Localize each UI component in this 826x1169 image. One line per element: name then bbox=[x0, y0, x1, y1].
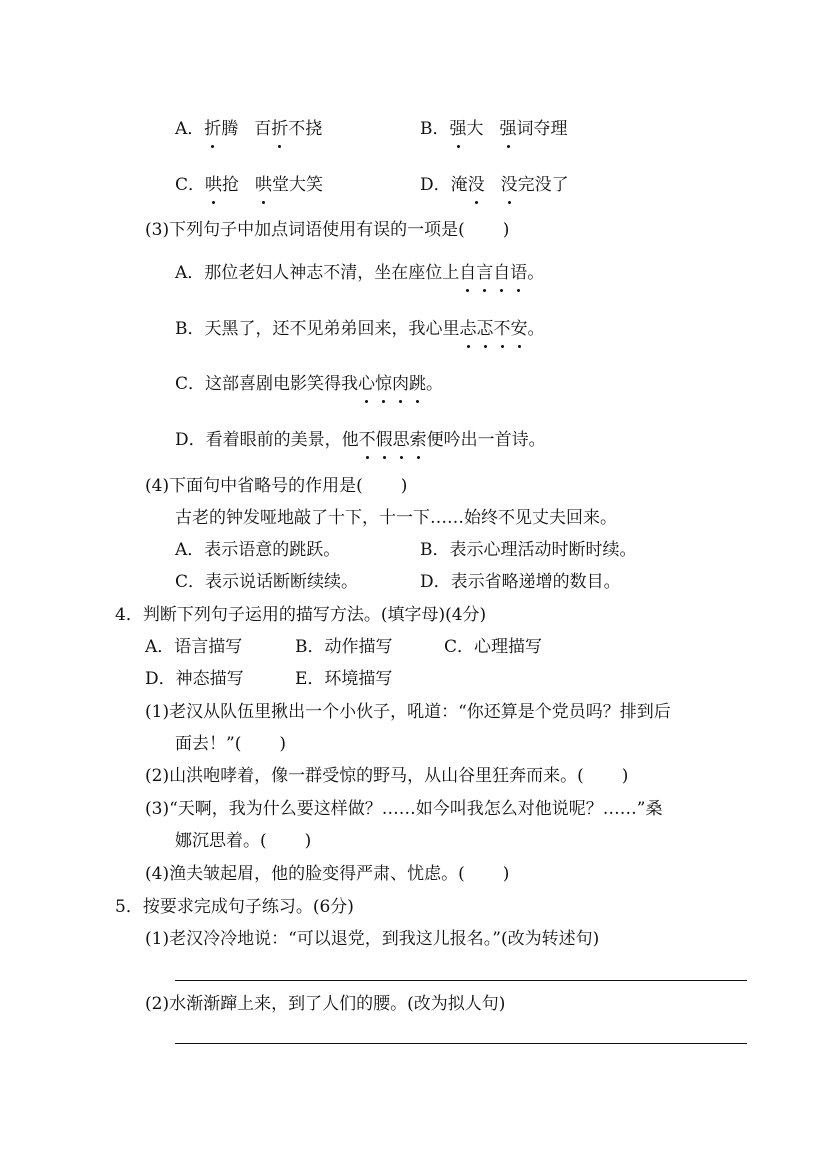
emphasis-dot-char: 索 bbox=[409, 430, 427, 450]
q4-sentence-2: (2)山洪咆哮着，像一群受惊的野马，从山谷里狂奔而来。( ) bbox=[145, 766, 629, 786]
emphasis-dot-char: 假 bbox=[375, 430, 393, 450]
answer-line-1[interactable] bbox=[175, 980, 747, 981]
q2-option-a: A．折腾 百折不挠 bbox=[175, 119, 323, 139]
q4sub-option-c: C．表示说话断断续续。 bbox=[175, 572, 359, 592]
q4sub-stem: (4)下面句中省略号的作用是( ) bbox=[145, 476, 408, 496]
q4-sentence-4: (4)渔夫皱起眉，他的脸变得严肃、忧虑。( ) bbox=[145, 864, 510, 884]
q3-option-d: D．看着眼前的美景，他不假思索便吟出一首诗。 bbox=[175, 430, 546, 450]
q4-sentence-1-cont: 面去！”( ) bbox=[175, 734, 286, 754]
q4sub-sentence: 古老的钟发哑地敲了十下，十一下……始终不见丈夫回来。 bbox=[175, 508, 617, 528]
q4-sentence-1: (1)老汉从队伍里揪出一个小伙子，吼道：“你还算是个党员吗？排到后 bbox=[145, 702, 671, 722]
q4-sentence-3-cont: 娜沉思着。( ) bbox=[175, 831, 312, 851]
q5-stem: 5．按要求完成句子练习。(6分) bbox=[115, 897, 354, 917]
emphasis-dot-char: 自 bbox=[459, 263, 477, 283]
q3-option-c: C．这部喜剧电影笑得我心惊肉跳。 bbox=[175, 374, 444, 394]
emphasis-dot-char: 安 bbox=[510, 319, 528, 339]
emphasis-dot-char: 折 bbox=[204, 119, 222, 139]
q4sub-option-b: B．表示心理活动时断时续。 bbox=[420, 540, 637, 560]
q4sub-option-d: D．表示省略递增的数目。 bbox=[420, 572, 621, 592]
q4-sentence-3: (3)“天啊，我为什么要这样做？……如今叫我怎么对他说呢？……”桑 bbox=[145, 799, 663, 819]
emphasis-dot-char: 哄 bbox=[205, 175, 223, 195]
emphasis-dot-char: 忑 bbox=[476, 319, 494, 339]
q3-option-a: A．那位老妇人神志不清，坐在座位上自言自语。 bbox=[175, 263, 545, 283]
q4-choice-d: D．神态描写 bbox=[145, 669, 244, 689]
emphasis-dot-char: 言 bbox=[476, 263, 494, 283]
emphasis-dot-char: 忐 bbox=[459, 319, 477, 339]
q2-option-d: D．淹没 没完没了 bbox=[420, 175, 569, 195]
q4-stem: 4．判断下列句子运用的描写方法。(填字母)(4分) bbox=[115, 605, 487, 625]
q4-choice-c: C．心理描写 bbox=[444, 637, 543, 657]
emphasis-dot-char: 不 bbox=[358, 430, 376, 450]
q3-option-b: B．天黑了，还不见弟弟回来，我心里忐忑不安。 bbox=[175, 319, 545, 339]
emphasis-dot-char: 肉 bbox=[392, 374, 410, 394]
answer-line-2[interactable] bbox=[175, 1043, 747, 1044]
emphasis-dot-char: 折 bbox=[271, 119, 289, 139]
q5-sentence-1: (1)老汉冷冷地说：“可以退党，到我这儿报名。”(改为转述句) bbox=[145, 929, 600, 949]
emphasis-dot-char: 思 bbox=[392, 430, 410, 450]
emphasis-dot-char: 强 bbox=[499, 119, 517, 139]
q5-sentence-2: (2)水渐渐蹿上来，到了人们的腰。(改为拟人句) bbox=[145, 994, 506, 1014]
emphasis-dot-char: 跳 bbox=[409, 374, 427, 394]
emphasis-dot-char: 语 bbox=[510, 263, 528, 283]
emphasis-dot-char: 强 bbox=[449, 119, 467, 139]
q4-choice-e: E．环境描写 bbox=[295, 669, 393, 689]
emphasis-dot-char: 自 bbox=[493, 263, 511, 283]
emphasis-dot-char: 没 bbox=[500, 175, 518, 195]
q2-option-b: B．强大 强词夺理 bbox=[420, 119, 568, 139]
q4-choice-b: B．动作描写 bbox=[295, 637, 393, 657]
emphasis-dot-char: 没 bbox=[467, 175, 485, 195]
q3-stem: (3)下列句子中加点词语使用有误的一项是( ) bbox=[145, 220, 510, 240]
emphasis-dot-char: 惊 bbox=[375, 374, 393, 394]
emphasis-dot-char: 心 bbox=[358, 374, 376, 394]
emphasis-dot-char: 不 bbox=[493, 319, 511, 339]
emphasis-dot-char: 哄 bbox=[255, 175, 273, 195]
q2-option-c: C．哄抢 哄堂大笑 bbox=[175, 175, 324, 195]
q4-choice-a: A．语言描写 bbox=[145, 637, 243, 657]
q4sub-option-a: A．表示语意的跳跃。 bbox=[175, 540, 341, 560]
